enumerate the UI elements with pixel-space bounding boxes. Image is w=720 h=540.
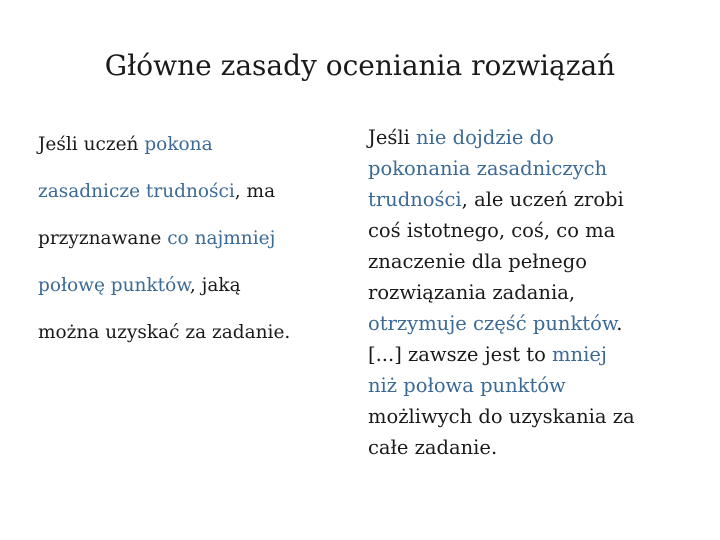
text-segment: , jaką [189, 275, 241, 296]
highlighted-text: mniej [552, 343, 607, 366]
right-line-7 [368, 308, 713, 339]
right-line-11 [368, 432, 713, 463]
text-segment: można uzyskać za zadanie. [38, 322, 291, 343]
highlighted-text: niż połowa punktów [368, 374, 566, 397]
text-segment: rozwiązania zadania, [368, 281, 576, 304]
right-line-4 [368, 215, 713, 246]
right-line-5 [368, 246, 713, 277]
highlighted-text: połowę punktów [38, 275, 190, 296]
text-segment: znaczenie dla pełnego [368, 250, 587, 273]
text-segment: możliwych do uzyskania za [368, 405, 635, 428]
text-segment: Jeśli [368, 126, 417, 149]
right-line-9 [368, 370, 713, 401]
left-column-text [38, 121, 358, 356]
highlighted-text: nie dojdzie do [416, 126, 554, 149]
text-segment: Jeśli uczeń [38, 134, 145, 155]
highlighted-text: trudności [368, 188, 462, 211]
right-line-2 [368, 153, 713, 184]
highlighted-text: pokona [144, 134, 213, 155]
text-segment: . [616, 312, 623, 335]
highlighted-text: zasadnicze trudności [38, 181, 235, 202]
right-line-8 [368, 339, 713, 370]
left-line-5 [38, 309, 358, 356]
page-title: Główne zasady oceniania rozwiązań [104, 49, 616, 82]
right-line-6 [368, 277, 713, 308]
text-segment: całe zadanie. [368, 436, 498, 459]
text-segment: coś istotnego, coś, co ma [368, 219, 616, 242]
right-line-10 [368, 401, 713, 432]
highlighted-text: co najmniej [167, 228, 276, 249]
text-segment: przyznawane [38, 228, 168, 249]
highlighted-text: otrzymuje część punktów [368, 312, 617, 335]
left-line-2 [38, 168, 358, 215]
right-line-1 [368, 122, 713, 153]
highlighted-text: pokonania zasadniczych [368, 157, 608, 180]
text-segment: [...] zawsze jest to [368, 343, 553, 366]
left-line-1 [38, 121, 358, 168]
left-line-3 [38, 215, 358, 262]
right-column-text [368, 122, 713, 463]
right-line-3 [368, 184, 713, 215]
text-segment: , ma [234, 181, 276, 202]
left-line-4 [38, 262, 358, 309]
text-segment: , ale uczeń zrobi [461, 188, 624, 211]
